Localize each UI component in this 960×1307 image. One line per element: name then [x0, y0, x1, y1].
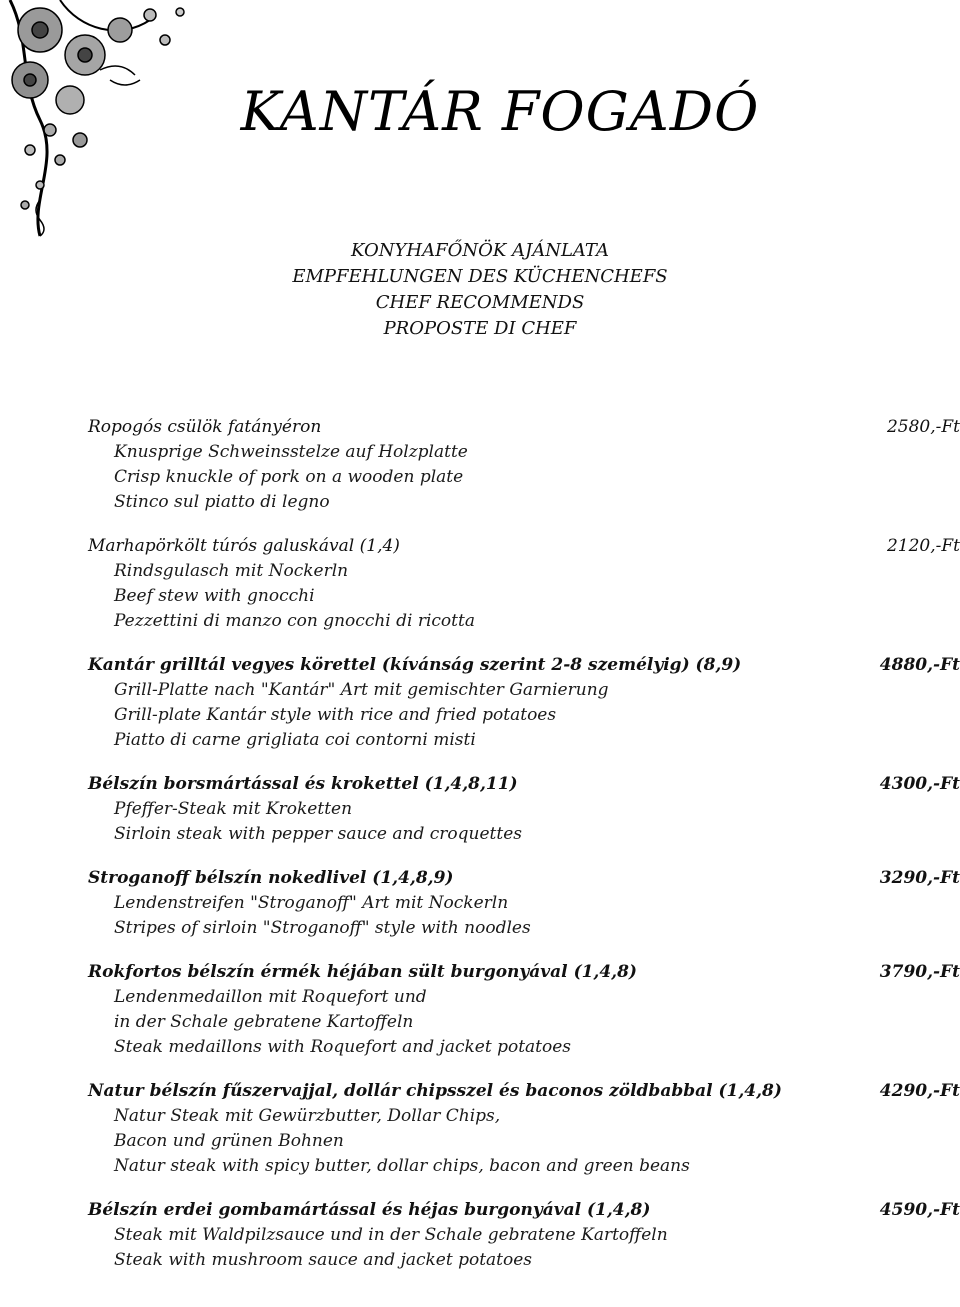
dish-translation: Bacon und grünen Bohnen: [114, 1131, 344, 1151]
dish-translation: Steak with mushroom sauce and jacket potatoes: [114, 1250, 533, 1270]
dish-translation: Piatto di carne grigliata coi contorni misti: [114, 730, 476, 750]
dish-translation: Natur steak with spicy butter, dollar chips, bacon and green beans: [114, 1156, 690, 1176]
menu-item: [88, 865, 960, 941]
dish-translation: Crisp knuckle of pork on a wooden plate: [114, 467, 464, 487]
dish-name: Stroganoff bélszín nokedlivel (1,4,8,9): [88, 868, 454, 888]
subtitle-en: CHEF RECOMMENDS: [375, 292, 585, 313]
dish-price: 4880,-Ft: [879, 655, 960, 675]
dish-price: 2580,-Ft: [886, 417, 960, 437]
subtitle-block: [0, 238, 960, 342]
dish-translation: Knusprige Schweinsstelze auf Holzplatte: [114, 442, 468, 462]
dish-name: Bélszín erdei gombamártással és héjas burgonyával (1,4,8): [88, 1200, 651, 1220]
menu-list: [88, 414, 960, 1291]
dish-price: 3290,-Ft: [879, 868, 960, 888]
subtitle-de: EMPFEHLUNGEN DES KÜCHENCHEFS: [292, 266, 668, 287]
dish-name: Marhapörkölt túrós galuskával (1,4): [88, 536, 400, 556]
subtitle-hu: KONYHAFŐNÖK AJÁNLATA: [351, 240, 609, 261]
menu-item: [88, 533, 960, 634]
dish-name: Rokfortos bélszín érmék héjában sült burgonyával (1,4,8): [88, 962, 637, 982]
dish-translation: Grill-Platte nach "Kantár" Art mit gemischter Garnierung: [114, 680, 609, 700]
dish-translation: Beef stew with gnocchi: [114, 586, 315, 606]
dish-price: 3790,-Ft: [879, 962, 960, 982]
menu-item: [88, 771, 960, 847]
dish-name: Natur bélszín fűszervajjal, dollár chipsszel és baconos zöldbabbal (1,4,8): [88, 1081, 782, 1101]
menu-item: [88, 959, 960, 1060]
dish-translation: Sirloin steak with pepper sauce and croquettes: [114, 824, 522, 844]
menu-item: [88, 1197, 960, 1273]
subtitle-it: PROPOSTE DI CHEF: [383, 318, 577, 339]
dish-price: 4290,-Ft: [879, 1081, 960, 1101]
page-title: KANTÁR FOGADÓ: [240, 80, 760, 143]
dish-price: 2120,-Ft: [886, 536, 960, 556]
dish-translation: Lendenmedaillon mit Roquefort und: [114, 987, 427, 1007]
dish-translation: Grill-plate Kantár style with rice and fried potatoes: [114, 705, 557, 725]
dish-translation: Steak mit Waldpilzsauce und in der Schale gebratene Kartoffeln: [114, 1225, 668, 1245]
menu-item: [88, 1078, 960, 1179]
dish-name: Ropogós csülök fatányéron: [88, 417, 322, 437]
dish-name: Bélszín borsmártással és krokettel (1,4,8,11): [88, 774, 518, 794]
dish-translation: Stripes of sirloin "Stroganoff" style with noodles: [114, 918, 531, 938]
dish-translation: in der Schale gebratene Kartoffeln: [114, 1012, 414, 1032]
dish-price: 4590,-Ft: [879, 1200, 960, 1220]
dish-translation: Pezzettini di manzo con gnocchi di ricotta: [114, 611, 475, 631]
menu-item: [88, 414, 960, 515]
dish-price: 4300,-Ft: [879, 774, 960, 794]
menu-item: [88, 652, 960, 753]
dish-translation: Lendenstreifen "Stroganoff" Art mit Nockerln: [114, 893, 509, 913]
dish-translation: Rindsgulasch mit Nockerln: [114, 561, 349, 581]
dish-name: Kantár grilltál vegyes körettel (kívánság szerint 2-8 személyig) (8,9): [88, 655, 742, 675]
dish-translation: Steak medaillons with Roquefort and jacket potatoes: [114, 1037, 572, 1057]
dish-translation: Stinco sul piatto di legno: [114, 492, 330, 512]
dish-translation: Pfeffer-Steak mit Kroketten: [114, 799, 353, 819]
dish-translation: Natur Steak mit Gewürzbutter, Dollar Chips,: [114, 1106, 501, 1126]
